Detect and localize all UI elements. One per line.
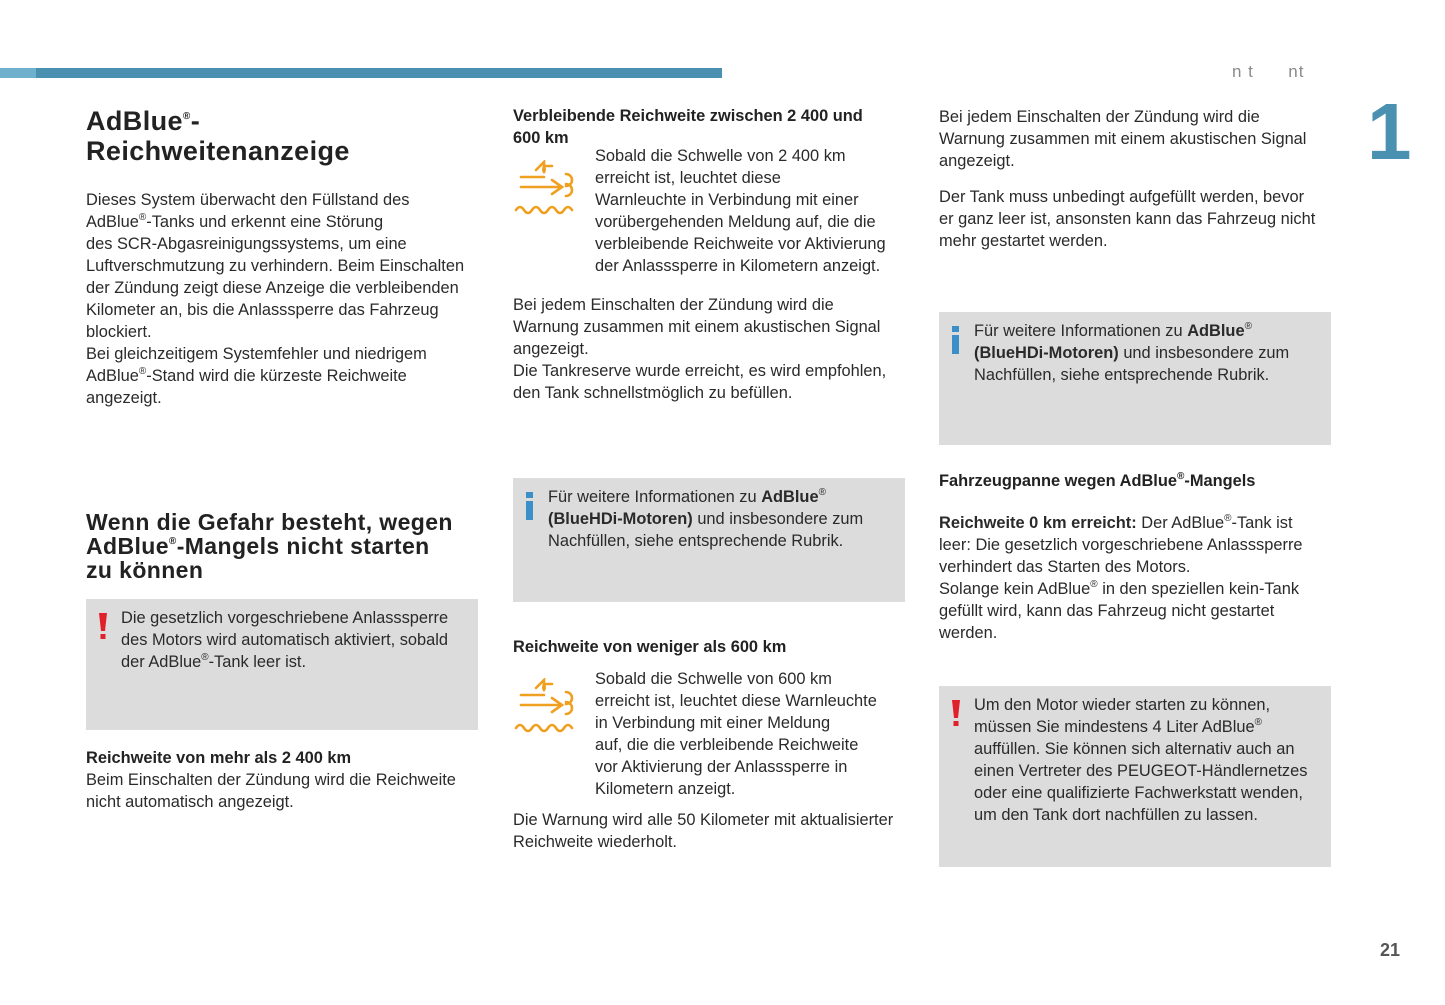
text-line: einen Vertreter des PEUGEOT-Händlernetzes — [974, 762, 1308, 780]
text-line: Kilometern anzeigt. — [595, 780, 736, 798]
text-fragment: der — [121, 653, 149, 671]
text-fragment: in den speziellen kein-Tank — [1097, 580, 1300, 598]
text-line: werden. — [939, 624, 998, 642]
icon-description — [595, 145, 905, 277]
reg-mark: ® — [818, 486, 826, 498]
text-line: Verbleibende Reichweite zwischen 2 400 und — [513, 107, 863, 125]
text-fragment: -Mangels — [1184, 472, 1256, 490]
subsection-title: Reichweite von weniger als 600 km — [513, 638, 787, 656]
info-text — [974, 320, 1289, 386]
tank-paragraph — [939, 186, 1339, 252]
reg-mark: ® — [138, 211, 147, 223]
reg-mark: ® — [138, 365, 147, 377]
adblue-warning-lamp-icon — [514, 678, 580, 734]
text-line: Nachfüllen, siehe entsprechende Rubrik. — [548, 532, 844, 550]
text-line: des Motors wird automatisch aktiviert, sobald — [121, 631, 449, 649]
text-line: blockiert. — [86, 323, 152, 341]
text-line — [939, 512, 1339, 534]
over-2400-section — [86, 747, 486, 813]
reg-mark: ® — [168, 536, 177, 548]
text-line: vor Aktivierung der Anlasssperre in — [595, 758, 848, 776]
reg-mark: ® — [201, 651, 209, 663]
text-line: Warnleuchte in Verbindung mit einer — [595, 191, 859, 209]
warning-exclamation-icon — [96, 613, 110, 641]
text-line: Reichweite wiederholt. — [513, 833, 677, 851]
text-fragment: Für weitere Informationen zu — [974, 322, 1188, 340]
text-line: erreicht ist, leuchtet diese — [595, 169, 781, 187]
text-fragment: Solange kein AdBlue — [939, 580, 1091, 598]
text-line: Warnung zusammen mit einem akustischen Signal — [939, 130, 1307, 148]
text-fragment: müssen Sie mindestens 4 Liter AdBlue — [974, 718, 1255, 736]
text-line — [86, 211, 486, 233]
text-line: Kilometer an, bis die Anlasssperre das Fahrzeug — [86, 301, 439, 319]
between-paragraph — [513, 294, 908, 404]
section-title-line: zu können — [86, 557, 204, 583]
section-title-line — [86, 534, 486, 558]
info-box — [939, 312, 1331, 445]
bold-fragment: (BlueHDi-Motoren) — [548, 510, 693, 528]
text-fragment: und insbesondere zum — [692, 510, 864, 528]
warning-box — [939, 686, 1331, 867]
text-line: Der Tank muss unbedingt aufgefüllt werden, bevor — [939, 188, 1305, 206]
text-line — [939, 578, 1339, 600]
subsection-title: Reichweite von mehr als 2 400 km — [86, 749, 352, 767]
text-line: verhindert das Starten des Motors. — [939, 558, 1191, 576]
info-text — [548, 486, 863, 552]
warning-box — [86, 599, 478, 730]
page-number: 21 — [1380, 940, 1401, 960]
text-line: den Tank schnellstmöglich zu befüllen. — [513, 384, 793, 402]
text-line: 600 km — [513, 129, 569, 147]
intro-paragraph — [86, 189, 486, 409]
text-line: in Verbindung mit einer Meldung — [595, 714, 831, 732]
info-icon — [951, 326, 961, 354]
text-line — [121, 651, 448, 673]
text-line: der Anlasssperre in Kilometern anzeigt. — [595, 257, 881, 275]
text-fragment: und insbesondere zum — [1118, 344, 1290, 362]
title-word: AdBlue — [86, 106, 183, 136]
subsection-title — [513, 105, 903, 149]
text-line: Luftverschmutzung zu verhindern. Beim Einschalten — [86, 257, 465, 275]
text-line — [974, 716, 1307, 738]
warning-exclamation-icon — [949, 700, 963, 728]
text-line: gefüllt wird, kann das Fahrzeug nicht gestartet — [939, 602, 1275, 620]
text-line: angezeigt. — [86, 389, 162, 407]
text-line: er ganz leer ist, ansonsten kann das Fahrzeug nicht — [939, 210, 1316, 228]
text-line: Warnung zusammen mit einem akustischen Signal — [513, 318, 881, 336]
text-line: Bei jedem Einschalten der Zündung wird die — [939, 108, 1260, 126]
header-accent-bar — [0, 68, 722, 78]
icon-description — [595, 668, 905, 800]
info-box — [513, 478, 905, 602]
info-icon — [525, 492, 535, 520]
top-paragraph — [939, 106, 1334, 172]
text-line: vorübergehenden Meldung auf, die die — [595, 213, 876, 231]
header-accent-bar-start — [0, 68, 36, 78]
chapter-number: 1 — [1367, 87, 1412, 176]
text-fragment: Fahrzeugpanne wegen AdBlue — [939, 472, 1177, 490]
reg-mark: ® — [1090, 578, 1098, 590]
text-line: des SCR-Abgasreinigungssystems, um eine — [86, 235, 407, 253]
text-line: Um den Motor wieder starten zu können, — [974, 696, 1271, 714]
text-line: mehr gestartet werden. — [939, 232, 1108, 250]
text-line — [974, 342, 1289, 364]
adblue-word: AdBlue — [761, 488, 819, 506]
reg-mark: ® — [1244, 320, 1252, 332]
section-title-line: Wenn die Gefahr besteht, wegen — [86, 509, 453, 535]
subsection-title — [939, 470, 1255, 492]
reg-mark: ® — [182, 111, 191, 122]
adblue-warning-lamp-icon — [514, 160, 580, 216]
text-fragment: -Tanks und erkennt eine Störung — [146, 213, 384, 231]
reg-mark: ® — [1177, 470, 1185, 482]
title-hyphen: - — [190, 106, 201, 136]
text-fragment: -Stand wird die kürzeste Reichweite — [146, 367, 407, 385]
adblue-word: AdBlue — [86, 367, 139, 385]
text-fragment: -Mangels nicht starten — [176, 533, 430, 559]
section-title — [86, 510, 486, 582]
text-line: Dieses System überwacht den Füllstand des — [86, 191, 410, 209]
repeat-paragraph — [513, 809, 913, 853]
bold-fragment: Reichweite 0 km erreicht: — [939, 514, 1137, 532]
text-fragment: -Tank ist — [1231, 514, 1293, 532]
text-line — [548, 486, 863, 508]
bold-fragment: (BlueHDi-Motoren) — [974, 344, 1119, 362]
text-line: Bei jedem Einschalten der Zündung wird die — [513, 296, 834, 314]
text-line: auffüllen. Sie können sich alternativ auch an — [974, 740, 1295, 758]
page-title — [86, 106, 350, 166]
text-fragment: Für weitere Informationen zu — [548, 488, 762, 506]
text-line: Die Warnung wird alle 50 Kilometer mit aktualisierter — [513, 811, 894, 829]
zero-km-paragraph — [939, 512, 1339, 644]
text-line: angezeigt. — [513, 340, 589, 358]
reg-mark: ® — [1254, 716, 1262, 728]
text-line: Die gesetzlich vorgeschriebene Anlasssperre — [121, 609, 449, 627]
text-line — [974, 320, 1289, 342]
text-line — [86, 365, 486, 387]
adblue-word: AdBlue — [1187, 322, 1245, 340]
text-fragment: Der AdBlue — [1136, 514, 1225, 532]
text-line: angezeigt. — [939, 152, 1015, 170]
reg-mark: ® — [1224, 512, 1232, 524]
text-line: Sobald die Schwelle von 2 400 km — [595, 147, 846, 165]
warning-text — [121, 607, 448, 673]
text-line: Beim Einschalten der Zündung wird die Reichweite — [86, 771, 456, 789]
adblue-word: AdBlue — [86, 213, 139, 231]
text-line: verbleibende Reichweite vor Aktivierung — [595, 235, 886, 253]
text-line: um den Tank dort nachfüllen zu lassen. — [974, 806, 1258, 824]
text-fragment: -Tank leer ist. — [208, 653, 307, 671]
text-line: nicht automatisch angezeigt. — [86, 793, 294, 811]
text-line: Die Tankreserve wurde erreicht, es wird empfohlen, — [513, 362, 887, 380]
text-line: Sobald die Schwelle von 600 km — [595, 670, 832, 688]
title-line-2: Reichweitenanzeige — [86, 136, 350, 166]
text-line: der Zündung zeigt diese Anzeige die verbleibenden — [86, 279, 459, 297]
text-line: Bei gleichzeitigem Systemfehler und niedrigem — [86, 345, 427, 363]
text-line: Nachfüllen, siehe entsprechende Rubrik. — [974, 366, 1270, 384]
text-line: oder eine qualifizierte Fachwerkstatt wenden, — [974, 784, 1303, 802]
warning-text — [974, 694, 1307, 826]
text-line — [548, 508, 863, 530]
adblue-word: AdBlue — [148, 653, 202, 671]
text-line: leer: Die gesetzlich vorgeschriebene Anlasssperre — [939, 536, 1303, 554]
text-line: auf, die die verbleibende Reichweite — [595, 736, 859, 754]
text-line: erreicht ist, leuchtet diese Warnleuchte — [595, 692, 877, 710]
adblue-word: AdBlue — [86, 533, 169, 559]
running-title: n t nt — [1232, 62, 1305, 81]
